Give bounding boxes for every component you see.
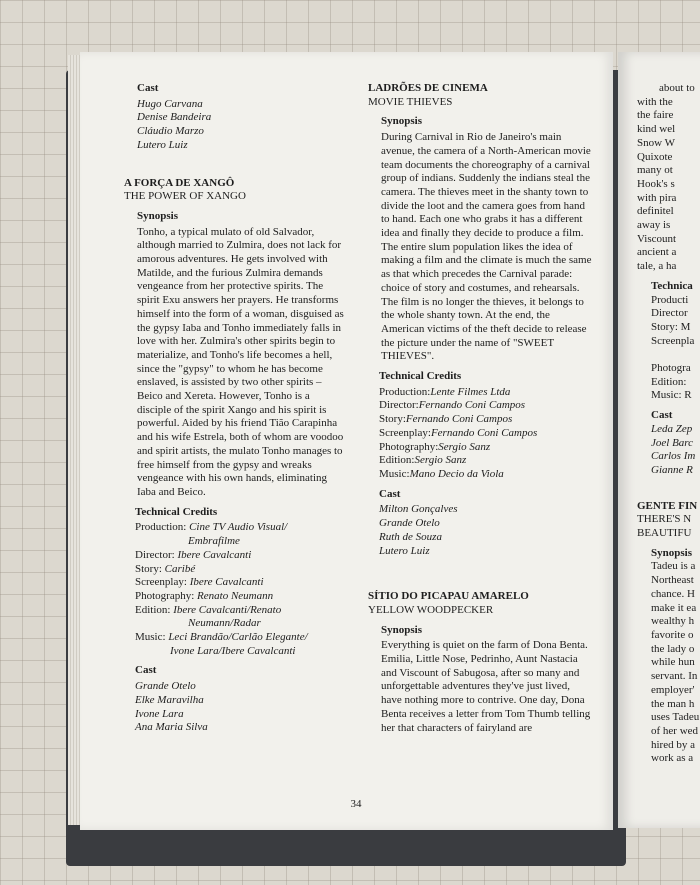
synopsis-text: Everything is quiet on the farm of Dona Benta. Emilia, Little Nose, Pedrinho, Aunt Nastacia and Viscount of Sabugosa, after so many and unforgettable adventures they've just lived, have nothing more to contrive. One day, Dona Benta receives a letter from Tom Thumb telling her that characters of fairyland are [381, 639, 591, 734]
credit-production-cont: Embrafilme [188, 535, 240, 548]
text-line: the lady o [651, 642, 695, 655]
text-line: servant. In [651, 670, 698, 683]
text-line: Tadeu is a [651, 560, 696, 573]
credit-edition: Edition: Ibere Cavalcanti/Renato [135, 603, 282, 616]
cast-label: Cast [137, 82, 159, 94]
credit-line: Screenpla [651, 334, 695, 347]
text-line: favorite o [651, 629, 694, 641]
synopsis-text: Tonho, a typical mulato of old Salvador, although married to Zulmira, does not lack for amorous adventures. He gets involved with Matilde, and the furious Zulmira demands vengeance from her protective spirits. The spirit Exu answers her prayers. He transforms himself into the form of a woman, disguised as the gypsy Iaba and Tonho immediately falls in love with her. Zulmira's other spirits begin to materialize, and Tonho's life becomes a hell, since the "gypsy" to whom he has become enslaved, is assisted by two other spirits – Beico and Xereta. However, Tonho is a disciple of the spirit Xango and his spirit is powerful. Aided by his friend Tião Carapinha and his wife Estrela, both of whom are voodoo and spirit artists, the mulato Tonho manages to free himself from the gypsy and wreaks vengeance with his own hands, eliminating Iaba and Beico. [137, 225, 344, 498]
credit-line: Story: M [651, 320, 691, 333]
text-line: Hook's s [637, 177, 675, 190]
credit-edition: Edition:Sergio Sanz [379, 454, 467, 467]
text-line: the faire [637, 109, 674, 122]
film-title-english: THE POWER OF XANGO [124, 190, 246, 203]
next-page-column [637, 82, 700, 766]
cast-name: Elke Maravilha [135, 693, 204, 706]
synopsis-label: Synopsis [381, 623, 422, 636]
text-line: wealthy h [651, 615, 695, 628]
credit-production: Production:Lente Filmes Ltda [379, 385, 511, 398]
credit-music-cont: Ivone Lara/Ibere Cavalcanti [170, 644, 296, 657]
cast-name: Milton Gonçalves [379, 503, 458, 516]
cast-name: Lutero Luiz [379, 544, 430, 557]
text-line: tale, a ha [637, 260, 677, 273]
text-line: the man h [651, 697, 695, 710]
credit-photography: Photography:Sergio Sanz [379, 440, 491, 453]
credit-director: Director:Fernando Coni Campos [379, 399, 526, 412]
cast-name: Ruth de Souza [379, 530, 442, 543]
credit-music: Music: Leci Brandão/Carlão Elegante/ [135, 631, 308, 644]
text-line: employer' [651, 683, 695, 696]
text-line: Quixote [637, 150, 673, 163]
film-title-english: MOVIE THIEVES [368, 95, 453, 108]
left-column [124, 82, 346, 735]
credit-edition-cont: Neumann/Radar [188, 617, 261, 630]
text-line: work as a [651, 752, 694, 765]
credit-line: Producti [651, 293, 689, 306]
text-line: make it ea [651, 601, 697, 614]
credit-music: Music:Mano Decio da Viola [379, 467, 504, 480]
synopsis-label: Synopsis [381, 115, 422, 128]
credit-screenplay: Screenplay: Ibere Cavalcanti [135, 576, 264, 589]
text-line: with pira [637, 191, 677, 204]
synopsis-label: Synopsis [651, 546, 692, 559]
text-line: hired by a [651, 738, 695, 751]
text-line: of her wed [651, 724, 699, 737]
technical-credits-label: Technical Credits [379, 370, 462, 383]
page-number: 34 [350, 798, 362, 810]
text-line: while hun [651, 656, 695, 669]
next-page-synopsis-top [637, 82, 700, 274]
cast-label: Cast [379, 487, 401, 500]
film-title-english: BEAUTIFU [637, 527, 692, 540]
cast-name: Denise Bandeira [137, 111, 212, 124]
cast-name: Carlos Im [651, 450, 696, 463]
film-title-portuguese: A FORÇA DE XANGÔ [124, 176, 235, 189]
text-line: Viscount [637, 232, 677, 245]
text-line: Northeast [651, 574, 694, 587]
text-line: Snow W [637, 136, 675, 149]
cast-name: Leda Zep [651, 422, 693, 435]
technical-credits-label: Technica [651, 279, 693, 292]
credit-production: Production: Cine TV Audio Visual/ [135, 521, 288, 534]
credit-story: Story: Caribé [135, 562, 196, 575]
credit-line [637, 348, 700, 362]
credit-line: Edition: [651, 375, 687, 388]
text-line: kind wel [637, 123, 676, 136]
right-column [368, 82, 592, 737]
cast-name: Cláudio Marzo [137, 125, 204, 138]
film-title-portuguese: GENTE FIN [637, 499, 698, 512]
cast-label: Cast [651, 409, 673, 422]
text-line: ancient a [637, 246, 677, 259]
text-line: uses Tadeu [651, 711, 700, 724]
text-line: definitel [637, 205, 674, 218]
synopsis-text: During Carnival in Rio de Janeiro's main avenue, the camera of a North-American movie team documents the choreography of a carnival group of indians. Suddenly the indians steal the camera. The thieves meet in the shanty town to divide the loot and the camera goes from hand to hand. Each one who grabs it has a different idea and finally they decide to produce a film. The entire slum population likes the idea of making a film and the climate is much the same as that which precedes the Carnival parade: choice of story and costumes, and rehearsals. The film is no longer the thieves, it belongs to the whole shanty town. At the end, the American victims of the theft decide to release the picture under the name of "SWEET THIEVES". [381, 131, 592, 363]
cast-name: Joel Barc [651, 436, 694, 449]
credit-line: Music: R [651, 389, 692, 402]
cast-name: Grande Otelo [135, 680, 196, 693]
text-line: with the [637, 95, 673, 108]
text-line: about to [659, 82, 695, 94]
credit-photography: Photography: Renato Neumann [135, 589, 274, 602]
cast-name: Ana Maria Silva [135, 721, 208, 734]
credit-story: Story:Fernando Coni Campos [379, 413, 513, 426]
text-line: chance. H [651, 587, 695, 600]
credit-line: Photogra [651, 362, 691, 375]
text-line: away is [637, 219, 671, 232]
film-title-portuguese: LADRÕES DE CINEMA [368, 82, 488, 94]
cast-name: Gianne R [651, 463, 693, 476]
credit-screenplay: Screenplay:Fernando Coni Campos [379, 426, 538, 439]
cast-label: Cast [135, 664, 157, 677]
film-title-english: THERE'S N [637, 513, 692, 526]
cast-name: Hugo Carvana [137, 97, 203, 110]
synopsis-label: Synopsis [137, 209, 178, 222]
text-line: many ot [637, 164, 673, 177]
cast-name: Lutero Luiz [137, 138, 188, 151]
film-title-english: YELLOW WOODPECKER [368, 603, 494, 616]
credit-line: Director [651, 307, 688, 320]
credit-director: Director: Ibere Cavalcanti [135, 548, 252, 561]
film-title-portuguese: SÍTIO DO PICAPAU AMARELO [368, 590, 529, 603]
cast-name: Grande Otelo [379, 517, 440, 530]
technical-credits-label: Technical Credits [135, 505, 218, 518]
cast-name: Ivone Lara [135, 707, 184, 720]
